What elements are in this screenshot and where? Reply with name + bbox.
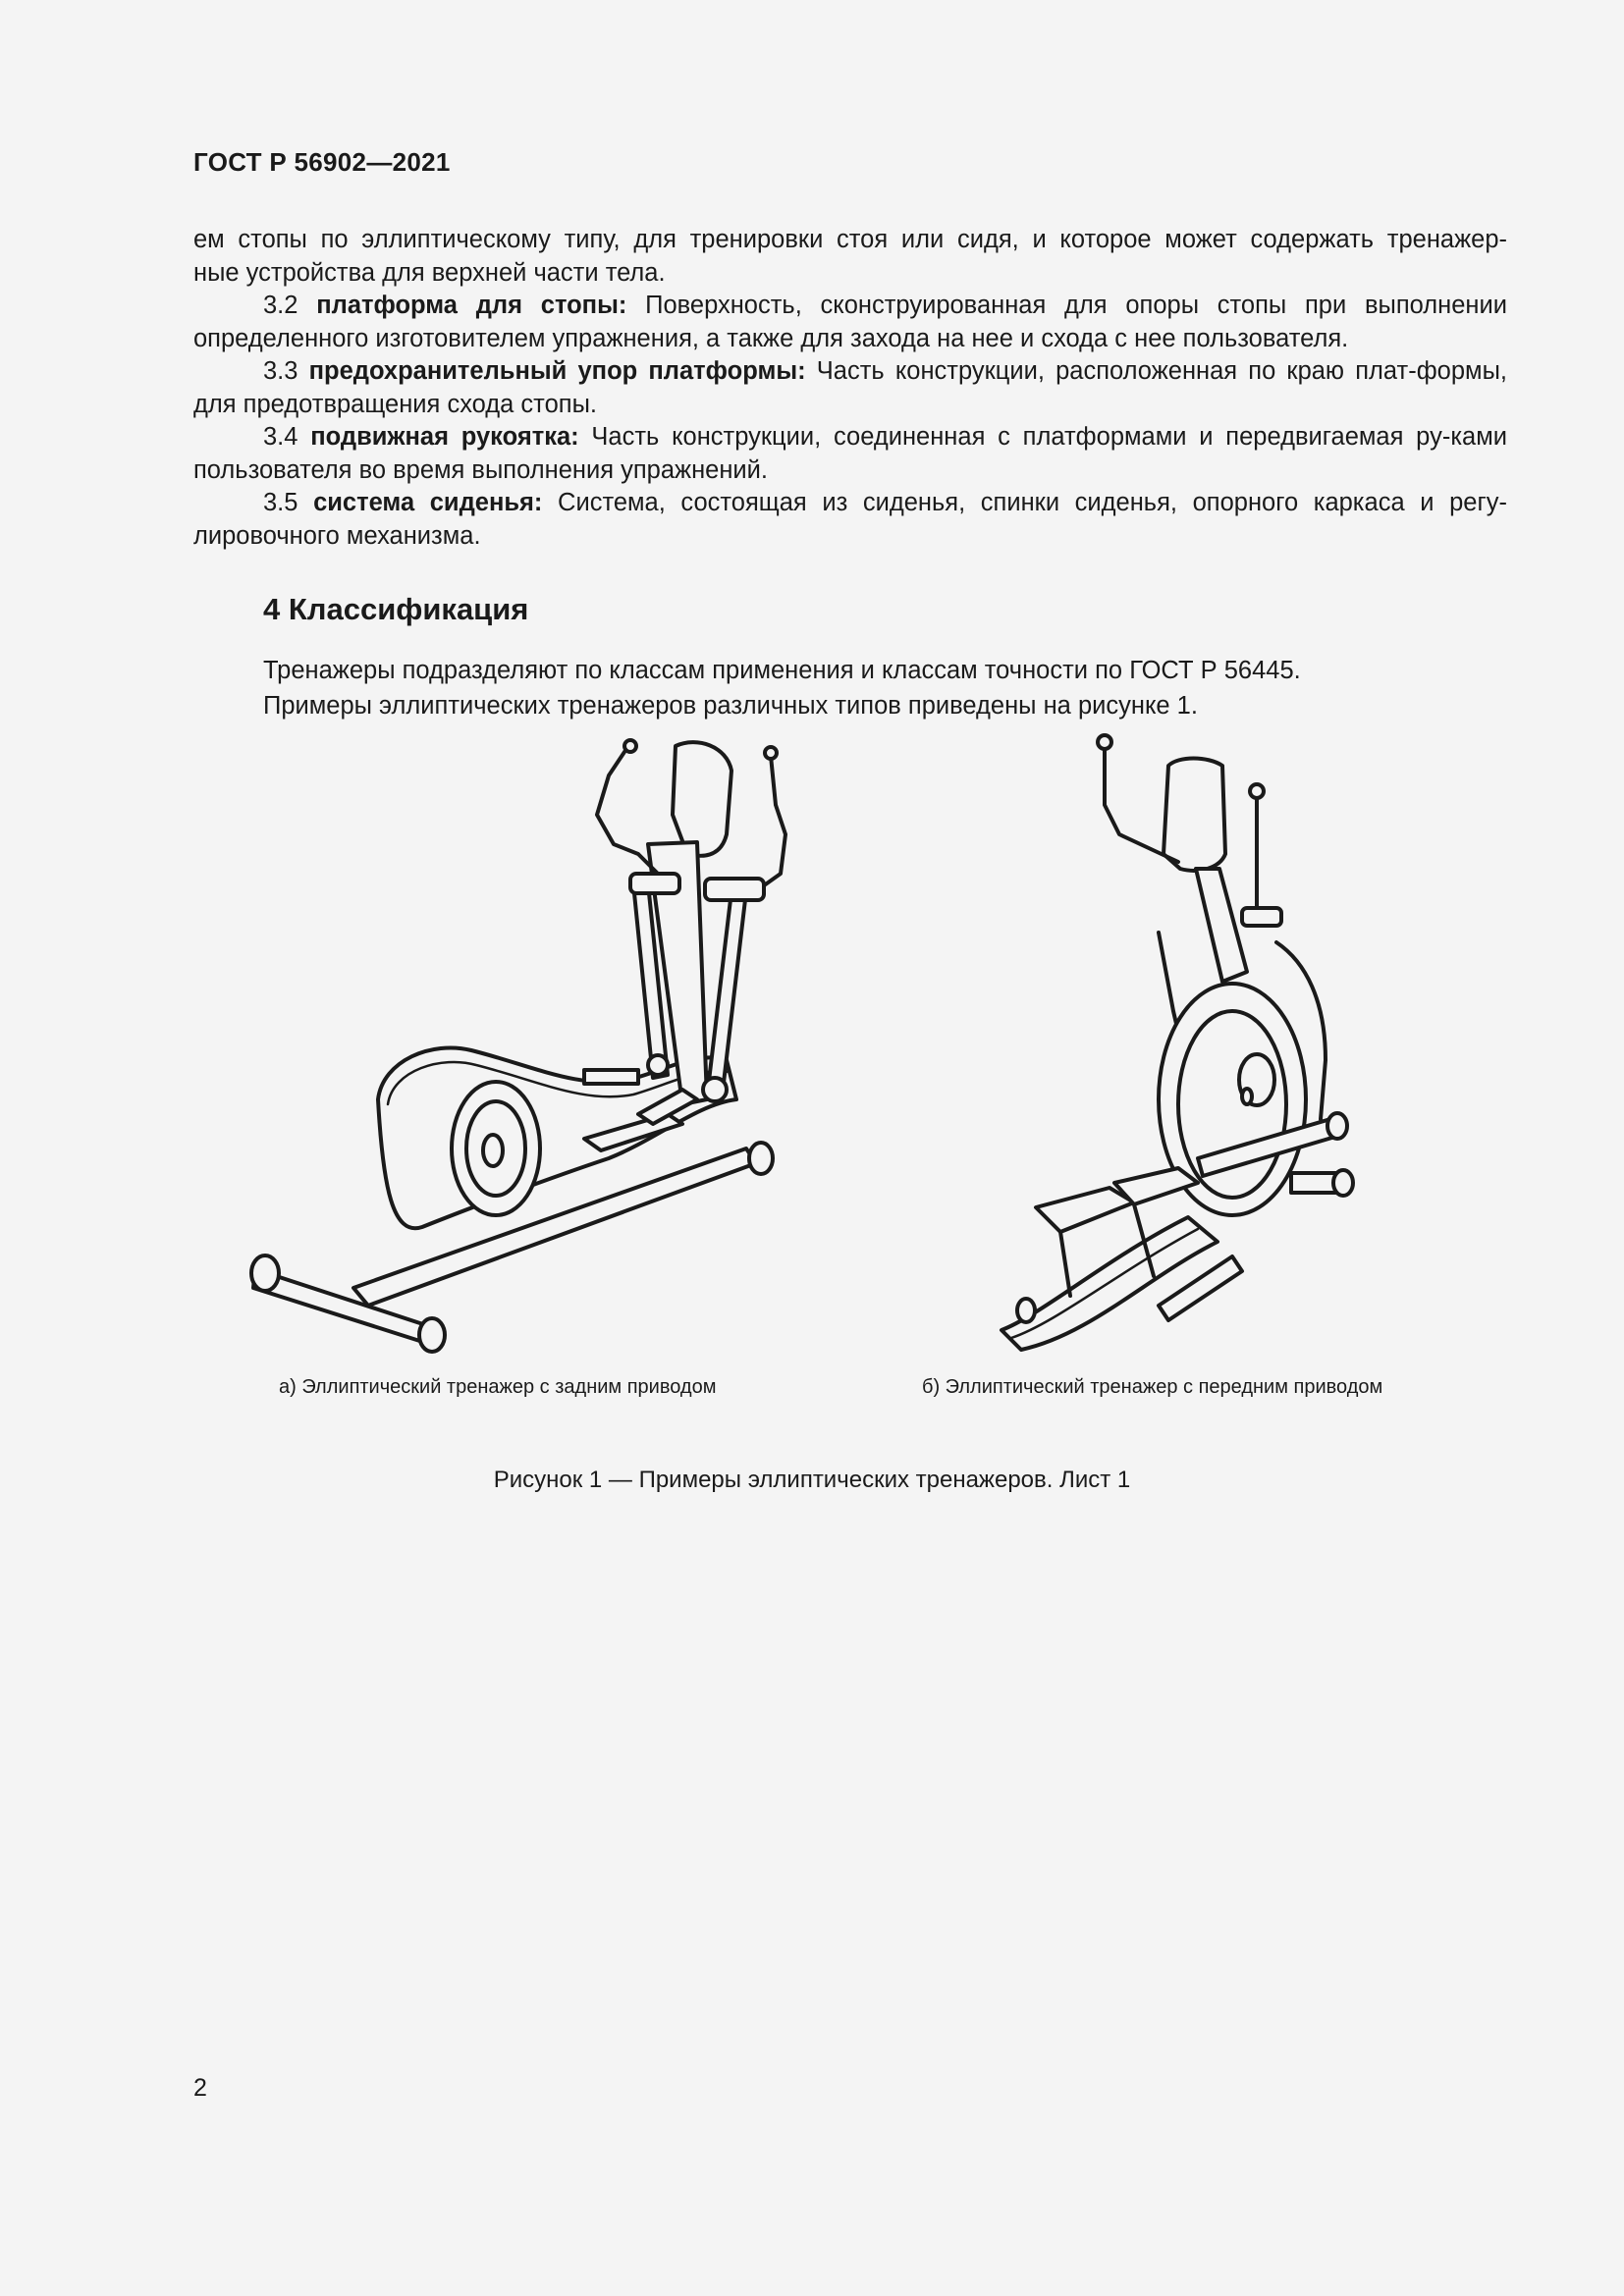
figure-title: Рисунок 1 — Примеры эллиптических тренажеров. Лист 1 [493,1467,1131,1493]
handle-pivot [1242,908,1281,926]
right-foot-platform [1114,1168,1198,1204]
definition-term: платформа для стопы: [316,292,627,319]
front-drive-elliptical-illustration [962,726,1394,1364]
definition-text: Система, состоящая из сиденья, спинки сиденья, опорного каркаса и регу-лировочного механизма. [193,489,1507,550]
right-handle-tip [1250,784,1264,798]
continuation-line-1: ем стопы по эллиптическому типу, для тренировки стоя или сидя, и которое может содержать тренажер- [193,226,1507,253]
section-title: 4 Классификация [263,592,529,626]
handle-pivot-left [630,874,679,893]
crossbar-cap [1327,1113,1347,1139]
hub-bolt [1242,1089,1252,1104]
definition-number: 3.3 [263,357,298,385]
handle-pivot-right [705,879,764,900]
definition-number: 3.2 [263,292,298,319]
front-foot [1017,1299,1035,1322]
intro-paragraph-1: Тренажеры подразделяют по классам применения и классам точности по ГОСТ Р 56445. [263,657,1301,684]
pivot-joint [703,1078,727,1101]
definition-3-5 [193,487,1507,553]
section-intro [263,653,1510,723]
right-handle-tip [765,747,777,759]
pedal-link [584,1070,638,1084]
definition-text: Часть конструкции, расположенная по краю плат-формы, для предотвращения схода стопы. [193,357,1507,418]
flywheel [1178,1011,1286,1198]
definition-3-2 [193,290,1507,355]
rear-stabilizer-cap [749,1143,773,1174]
left-handle-tip [624,740,636,752]
pivot-joint-2 [648,1055,668,1075]
definition-text: Часть конструкции, соединенная с платформами и передвигаемая ру-ками пользователя во время выполнения упражнений. [193,423,1507,484]
definition-text: Поверхность, сконструированная для опоры стопы при выполнении определенного изготовителем упражнения, а также для захода на нее и схода с нее пользователя. [193,292,1508,352]
rear-tube-cap [1333,1170,1353,1196]
definition-number: 3.5 [263,489,298,516]
flywheel-hub [483,1135,503,1166]
left-foot-platform [1036,1188,1134,1232]
definition-3-3 [193,355,1507,421]
left-handle-tip [1098,735,1111,749]
figure-caption-a: а) Эллиптический тренажер с задним приводом [279,1376,717,1398]
document-header: ГОСТ Р 56902—2021 [193,147,451,177]
console [1164,759,1225,871]
front-stabilizer-cap-right [419,1318,445,1352]
definition-term: предохранительный упор платформы: [308,357,806,385]
page-number: 2 [193,2074,207,2102]
definition-3-4 [193,421,1507,487]
mast [1196,869,1247,982]
definition-term: система сиденья: [313,489,543,516]
console [673,742,731,856]
definition-number: 3.4 [263,423,298,451]
definitions-block [193,224,1507,553]
definition-term: подвижная рукоятка: [310,423,579,451]
front-stabilizer-cap-left [251,1255,279,1291]
continuation-line-2: ные устройства для верхней части тела. [193,258,666,287]
right-handle-arm [707,891,746,1099]
rear-drive-elliptical-illustration [236,726,825,1355]
intro-paragraph-2: Примеры эллиптических тренажеров различных типов приведены на рисунке 1. [263,692,1198,720]
figure-caption-b: б) Эллиптический тренажер с передним приводом [922,1376,1383,1398]
